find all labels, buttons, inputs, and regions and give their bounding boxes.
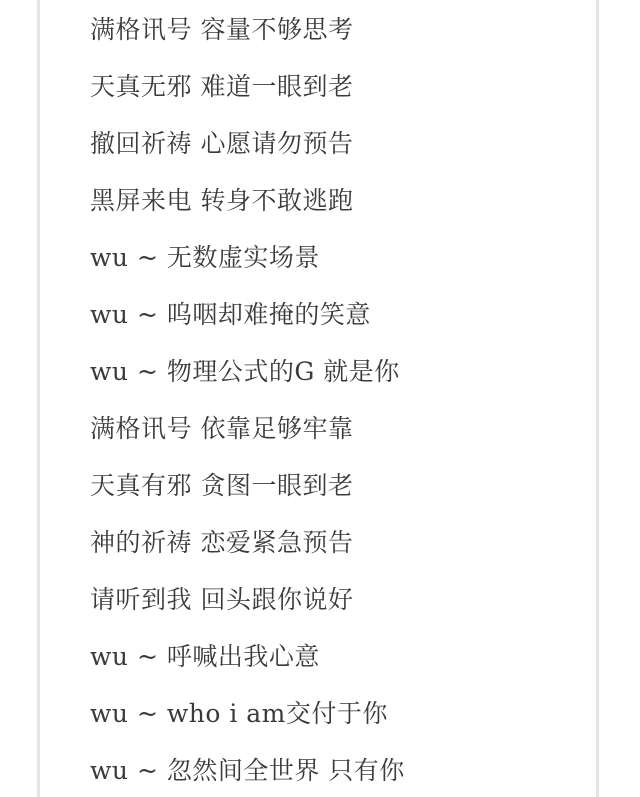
lyric-line: wu ~ 物理公式的G 就是你 (90, 357, 400, 386)
lyric-line: 天真有邪 贪图一眼到老 (90, 471, 354, 500)
lyric-line: 撤回祈祷 心愿请勿预告 (90, 129, 354, 158)
lyric-line: wu ~ who i am交付于你 (90, 699, 388, 728)
lyric-line: 满格讯号 依靠足够牢靠 (90, 414, 354, 443)
lyric-line: 神的祈祷 恋爱紧急预告 (90, 528, 354, 557)
lyric-line: wu ~ 呼喊出我心意 (90, 642, 320, 671)
lyric-line: wu ~ 无数虚实场景 (90, 243, 320, 272)
lyric-line: 满格讯号 容量不够思考 (90, 15, 354, 44)
lyric-line: 请听到我 回头跟你说好 (90, 585, 354, 614)
lyric-line: wu ~ 呜咽却难掩的笑意 (90, 300, 371, 329)
left-margin-rule (37, 0, 40, 797)
right-margin-rule (596, 0, 599, 797)
lyric-line: 天真无邪 难道一眼到老 (90, 72, 354, 101)
lyric-line: wu ~ 忽然间全世界 只有你 (90, 756, 405, 785)
lyric-line: 黑屏来电 转身不敢逃跑 (90, 186, 354, 215)
